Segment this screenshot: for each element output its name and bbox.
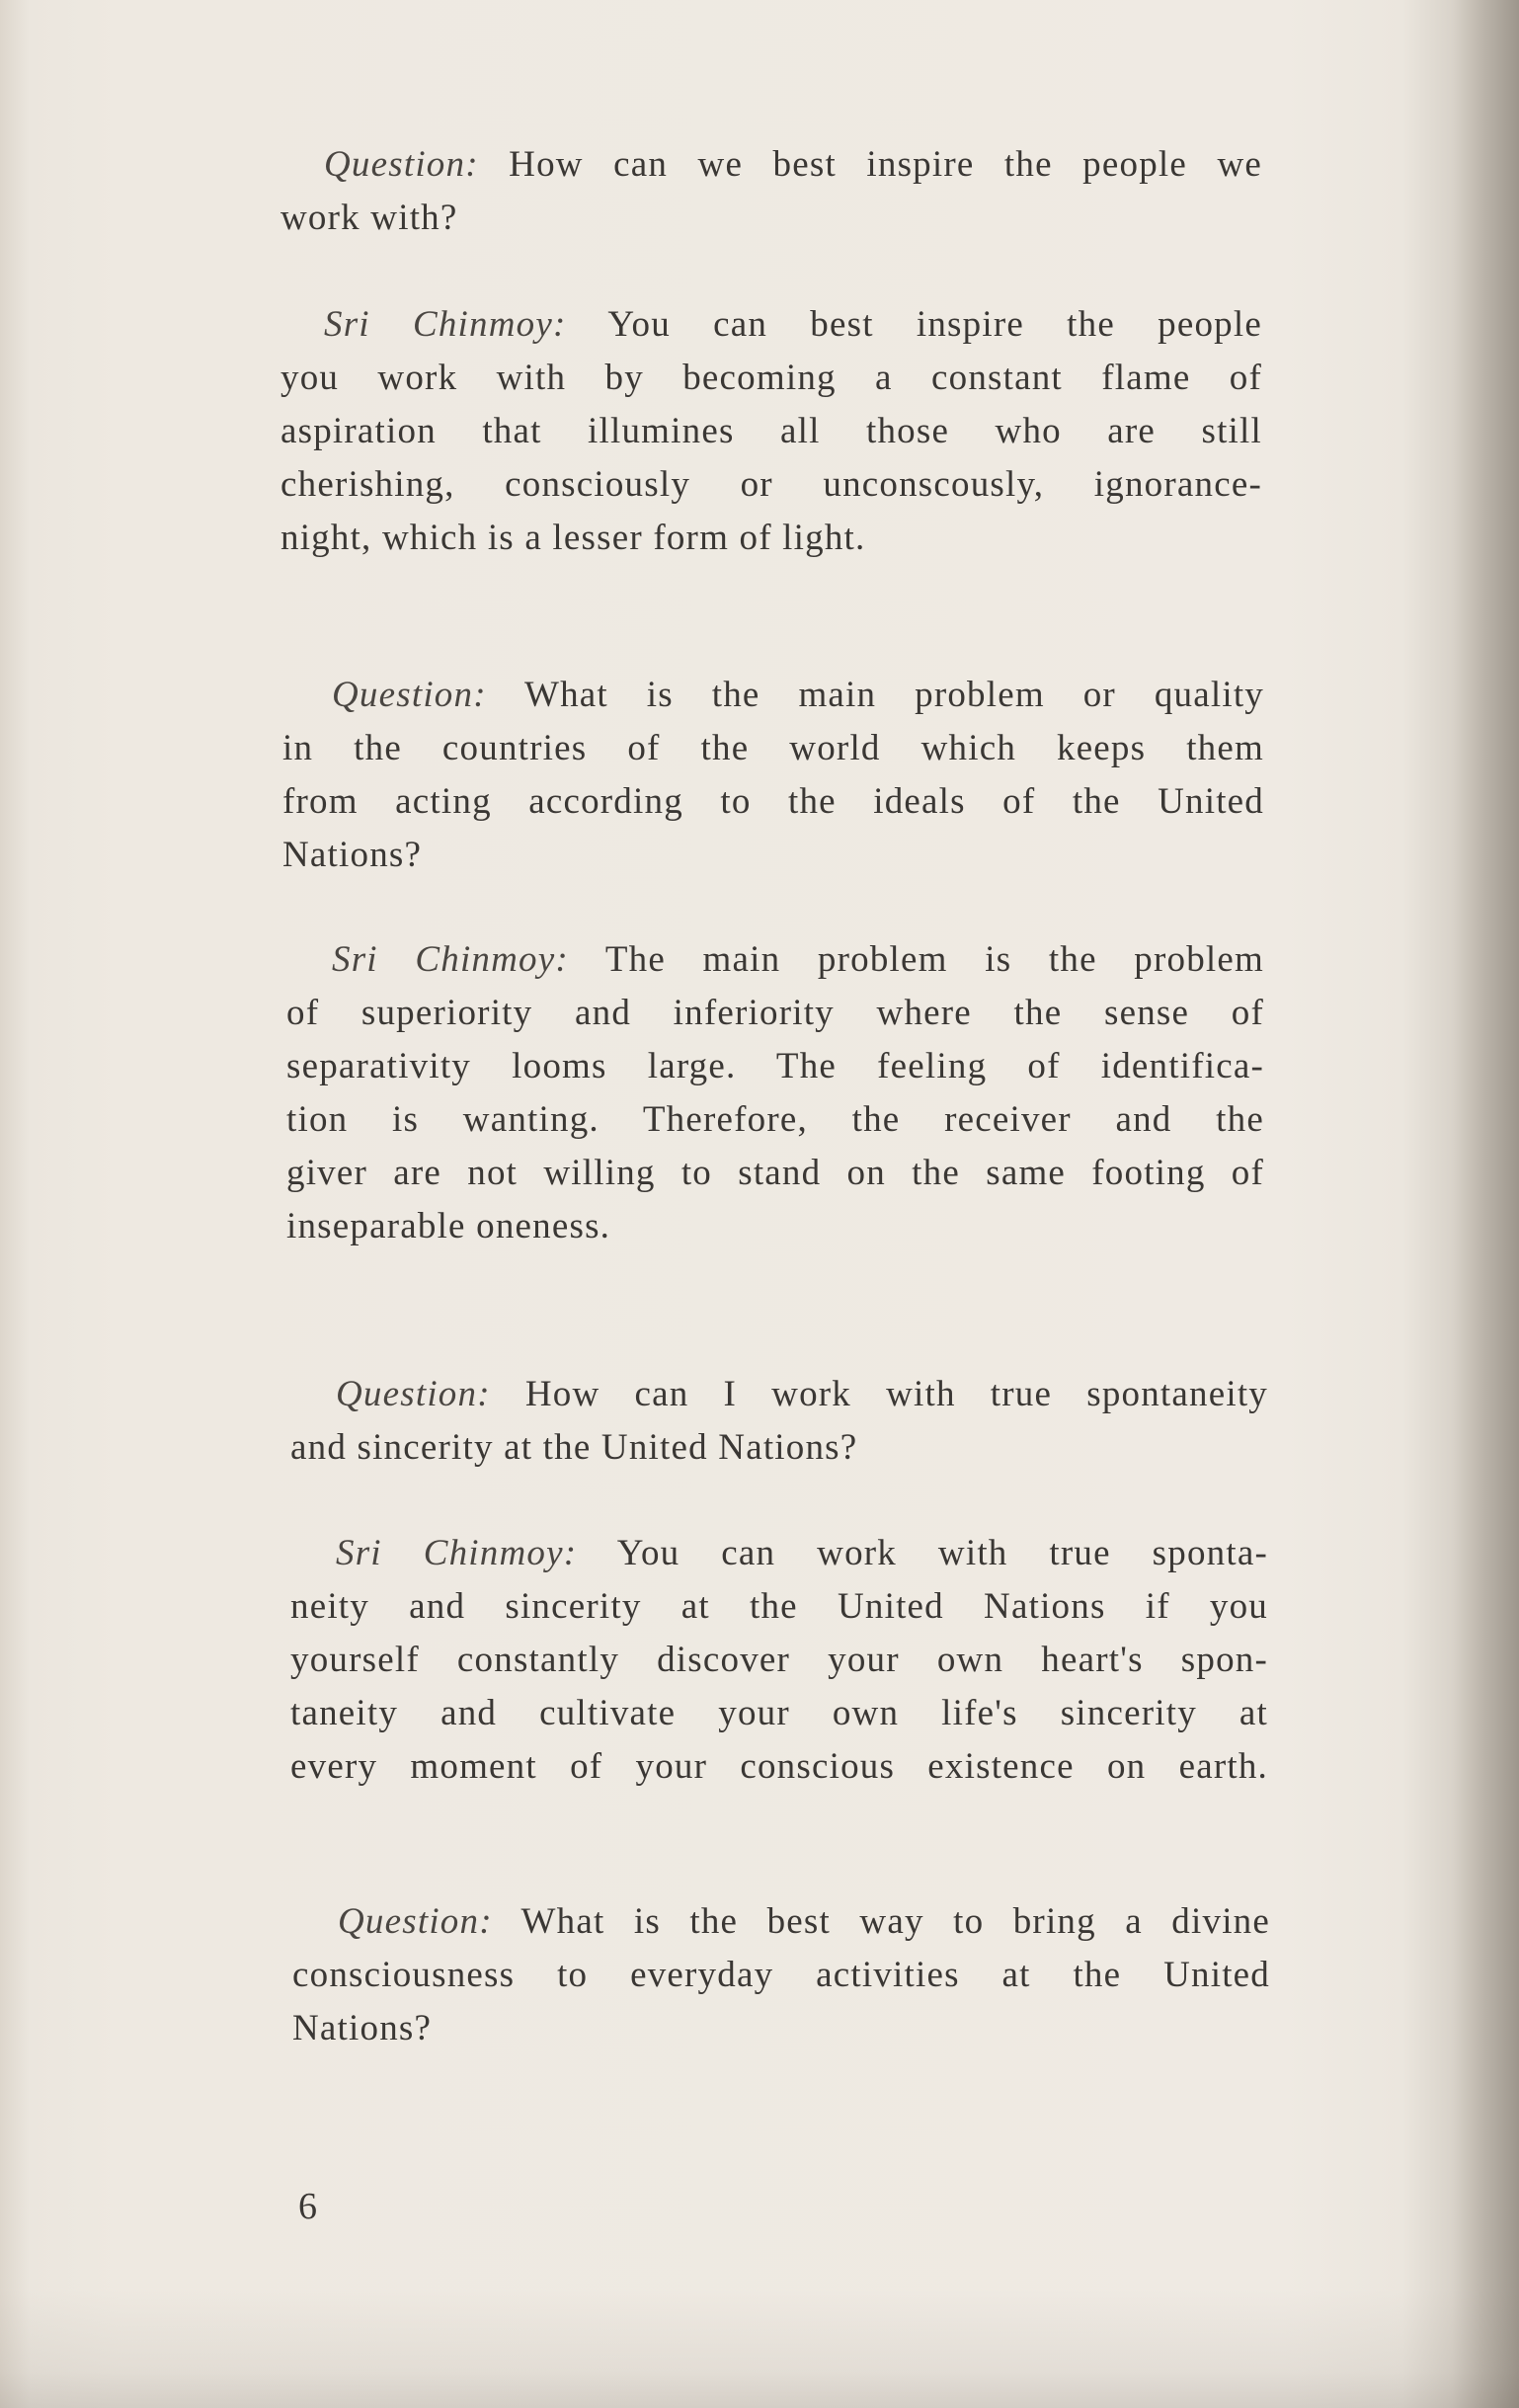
line-text: yourself constantly discover your own heart's spon- (290, 1640, 1268, 1680)
text-line (290, 1421, 1268, 1475)
text-line (280, 192, 1262, 245)
text-line (324, 138, 1262, 192)
question-paragraph-continued (290, 1421, 1268, 1475)
text-line (280, 458, 1262, 512)
speaker-label: Question: (338, 1901, 493, 1942)
text-line (336, 1527, 1268, 1580)
line-text: You can work with true sponta- (577, 1533, 1268, 1573)
line-text: neity and sincerity at the United Nations if you (290, 1586, 1268, 1627)
line-text: of superiority and inferiority where the sense of (286, 993, 1264, 1033)
answer-paragraph (332, 933, 1264, 987)
text-line (324, 298, 1262, 352)
speaker-label: Question: (324, 144, 479, 185)
line-text: inseparable oneness. (286, 1206, 611, 1246)
question-paragraph-continued (292, 1949, 1270, 2055)
line-text: aspiration that illumines all those who are still (280, 411, 1262, 451)
line-text: work with? (280, 198, 458, 238)
line-text: every moment of your conscious existence on earth. (290, 1746, 1268, 1787)
answer-paragraph-continued (286, 987, 1264, 1253)
text-line (282, 775, 1264, 829)
speaker-label: Sri Chinmoy: (332, 939, 569, 980)
question-paragraph (280, 138, 1262, 245)
line-text: What is the best way to bring a divine (492, 1901, 1270, 1942)
question-paragraph-continued (282, 722, 1264, 882)
line-text: tion is wanting. Therefore, the receiver and the (286, 1099, 1264, 1140)
line-text: You can best inspire the people (566, 304, 1262, 345)
line-text: consciousness to everyday activities at the United (292, 1955, 1270, 1995)
question-paragraph (338, 1895, 1270, 1949)
text-line (336, 1368, 1268, 1421)
line-text: and sincerity at the United Nations? (290, 1427, 858, 1468)
text-line (286, 1147, 1264, 1200)
line-text: night, which is a lesser form of light. (280, 518, 866, 558)
speaker-label: Sri Chinmoy: (324, 304, 567, 345)
line-text: taneity and cultivate your own life's sincerity at (290, 1693, 1268, 1733)
line-text: Nations? (282, 835, 423, 875)
line-text: separativity looms large. The feeling of identifica- (286, 1046, 1264, 1086)
text-line (286, 987, 1264, 1040)
text-line (286, 1093, 1264, 1147)
text-line (290, 1580, 1268, 1634)
answer-paragraph-continued (290, 1580, 1268, 1794)
text-line (290, 1687, 1268, 1740)
text-line (280, 405, 1262, 458)
text-line (286, 1040, 1264, 1093)
text-line (292, 2002, 1270, 2055)
question-paragraph (336, 1368, 1268, 1421)
line-text: giver are not willing to stand on the same footing of (286, 1153, 1264, 1193)
answer-paragraph-continued (280, 352, 1262, 565)
text-line (280, 352, 1262, 405)
text-line (292, 1949, 1270, 2002)
text-line (280, 512, 1262, 565)
line-text: from acting according to the ideals of the United (282, 781, 1264, 822)
speaker-label: Question: (336, 1374, 491, 1414)
line-text: What is the main problem or quality (486, 675, 1264, 715)
text-line (332, 669, 1264, 722)
line-text: The main problem is the problem (568, 939, 1264, 980)
line-text: How can I work with true spontaneity (490, 1374, 1268, 1414)
text-line (338, 1895, 1270, 1949)
line-text: Nations? (292, 2008, 433, 2048)
text-line (282, 829, 1264, 882)
text-line (332, 933, 1264, 987)
text-line (290, 1740, 1268, 1794)
text-line (286, 1200, 1264, 1253)
speaker-label: Sri Chinmoy: (336, 1533, 578, 1573)
text-line (282, 722, 1264, 775)
speaker-label: Question: (332, 675, 487, 715)
line-text: cherishing, consciously or unconscously, ignorance- (280, 464, 1262, 505)
answer-paragraph (336, 1527, 1268, 1580)
line-text: How can we best inspire the people we (478, 144, 1262, 185)
text-line (290, 1634, 1268, 1687)
answer-paragraph (324, 298, 1262, 352)
question-paragraph (332, 669, 1264, 722)
line-text: you work with by becoming a constant flame of (280, 358, 1262, 398)
page-number: 6 (298, 2186, 317, 2227)
line-text: in the countries of the world which keeps them (282, 728, 1264, 768)
